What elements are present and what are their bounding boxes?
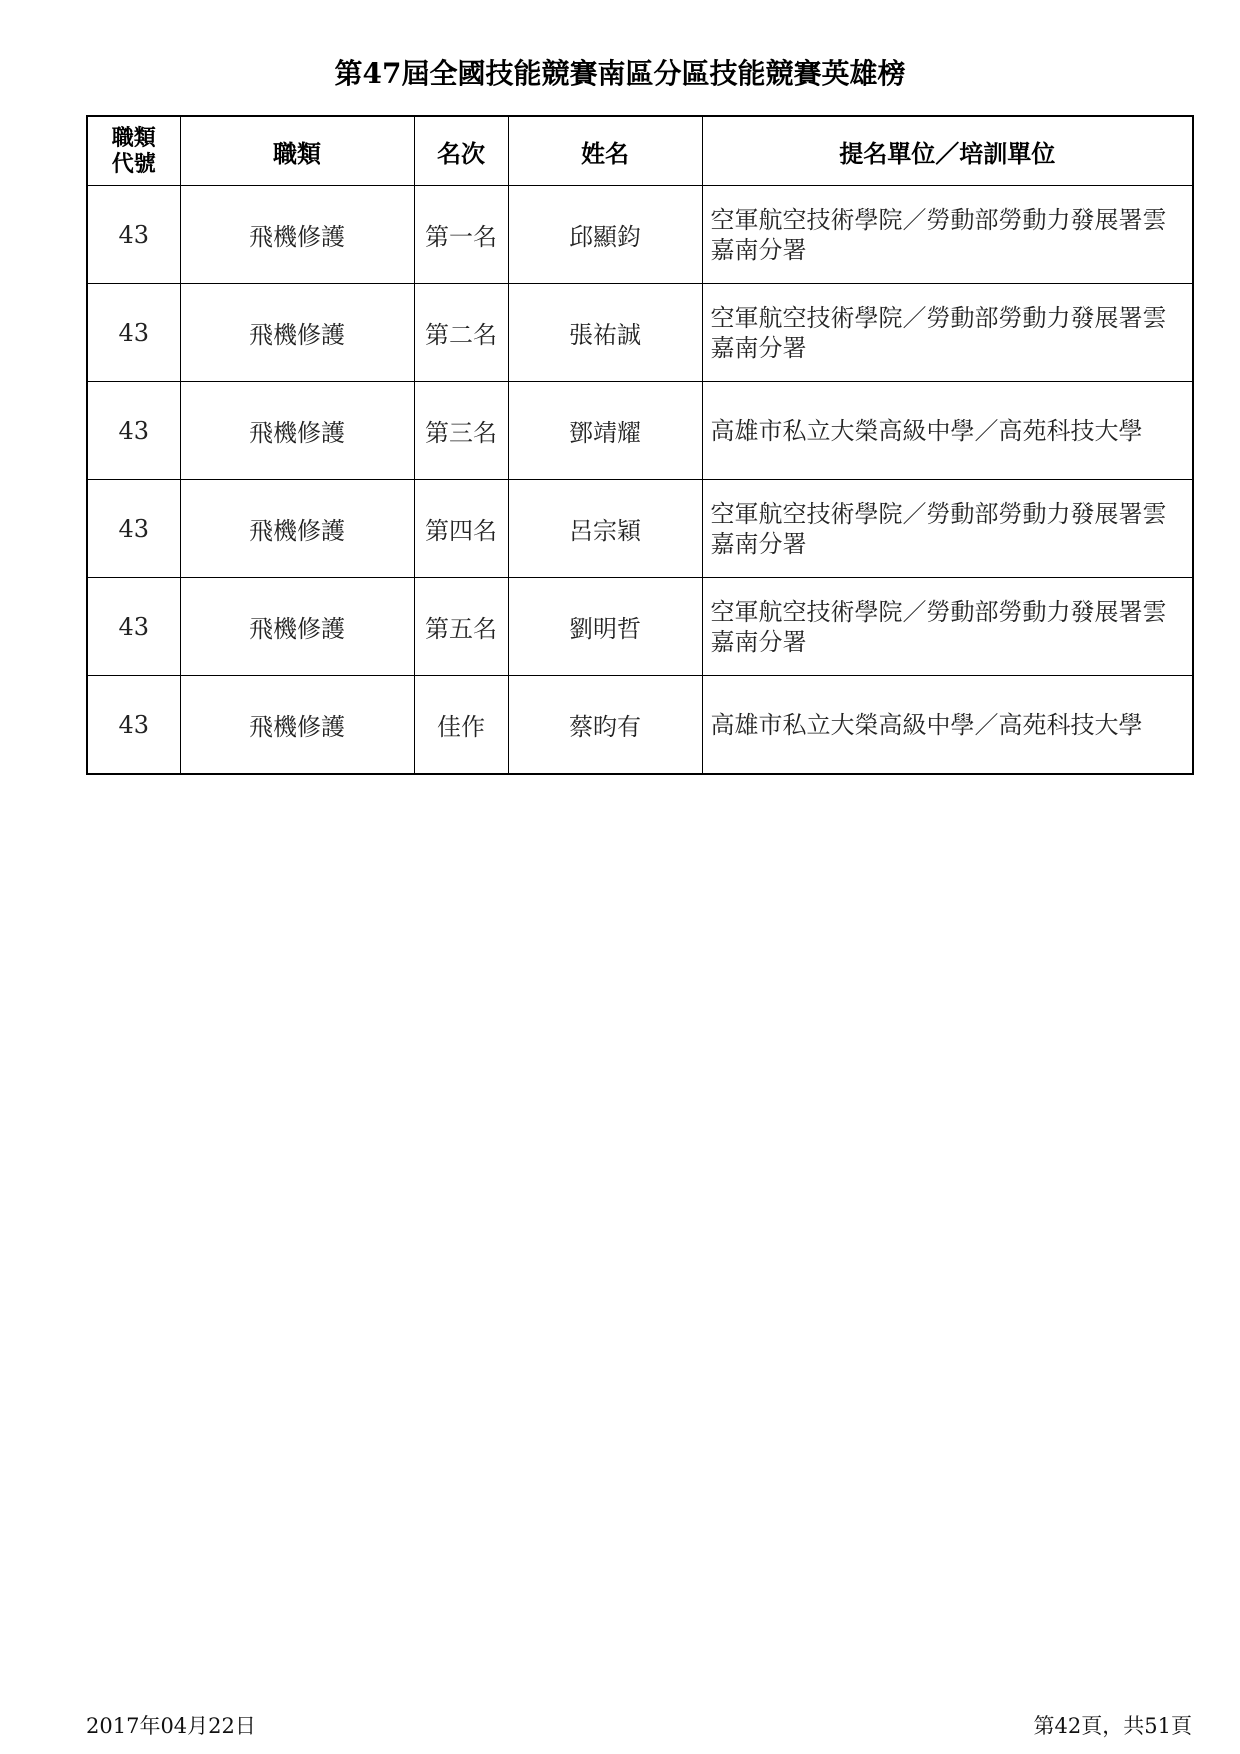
table-row: [87, 676, 1193, 775]
table-row: [87, 578, 1193, 676]
cell-trade: 飛機修護: [180, 578, 414, 676]
cell-code: 43: [87, 578, 180, 676]
cell-rank: 第一名: [414, 186, 508, 284]
cell-unit: 空軍航空技術學院／勞動部勞動力發展署雲嘉南分署: [702, 284, 1193, 382]
table-row: [87, 382, 1193, 480]
cell-trade: 飛機修護: [180, 382, 414, 480]
cell-name: 張祐誠: [508, 284, 702, 382]
table-header-row: [87, 116, 1193, 186]
cell-code: 43: [87, 676, 180, 775]
column-header-code-line2: 代號: [111, 151, 156, 177]
cell-trade: 飛機修護: [180, 284, 414, 382]
cell-rank: 佳作: [414, 676, 508, 775]
cell-name: 鄧靖耀: [508, 382, 702, 480]
column-header-trade: 職類: [180, 116, 414, 186]
column-header-code: [87, 116, 180, 186]
cell-rank: 第二名: [414, 284, 508, 382]
cell-trade: 飛機修護: [180, 480, 414, 578]
results-table: [86, 115, 1194, 775]
cell-trade: 飛機修護: [180, 676, 414, 775]
table-row: [87, 284, 1193, 382]
cell-unit: 高雄市私立大榮高級中學／高苑科技大學: [702, 676, 1193, 775]
cell-unit: 空軍航空技術學院／勞動部勞動力發展署雲嘉南分署: [702, 578, 1193, 676]
table-row: [87, 480, 1193, 578]
cell-rank: 第四名: [414, 480, 508, 578]
cell-unit: 高雄市私立大榮高級中學／高苑科技大學: [702, 382, 1193, 480]
cell-unit: 空軍航空技術學院／勞動部勞動力發展署雲嘉南分署: [702, 480, 1193, 578]
cell-rank: 第三名: [414, 382, 508, 480]
page-title: 第47屆全國技能競賽南區分區技能競賽英雄榜: [334, 57, 906, 90]
cell-code: 43: [87, 284, 180, 382]
cell-trade: 飛機修護: [180, 186, 414, 284]
cell-code: 43: [87, 186, 180, 284]
cell-name: 邱顯鈞: [508, 186, 702, 284]
footer-date: 2017年04月22日: [86, 1714, 256, 1738]
cell-name: 蔡昀有: [508, 676, 702, 775]
cell-name: 呂宗穎: [508, 480, 702, 578]
cell-rank: 第五名: [414, 578, 508, 676]
cell-unit: 空軍航空技術學院／勞動部勞動力發展署雲嘉南分署: [702, 186, 1193, 284]
cell-code: 43: [87, 480, 180, 578]
cell-name: 劉明哲: [508, 578, 702, 676]
column-header-rank: 名次: [414, 116, 508, 186]
column-header-unit: 提名單位／培訓單位: [702, 116, 1193, 186]
column-header-name: 姓名: [508, 116, 702, 186]
cell-code: 43: [87, 382, 180, 480]
column-header-code-line1: 職類: [111, 125, 156, 151]
table-row: [87, 186, 1193, 284]
footer-page-number: 第42頁，共51頁: [1033, 1714, 1192, 1738]
